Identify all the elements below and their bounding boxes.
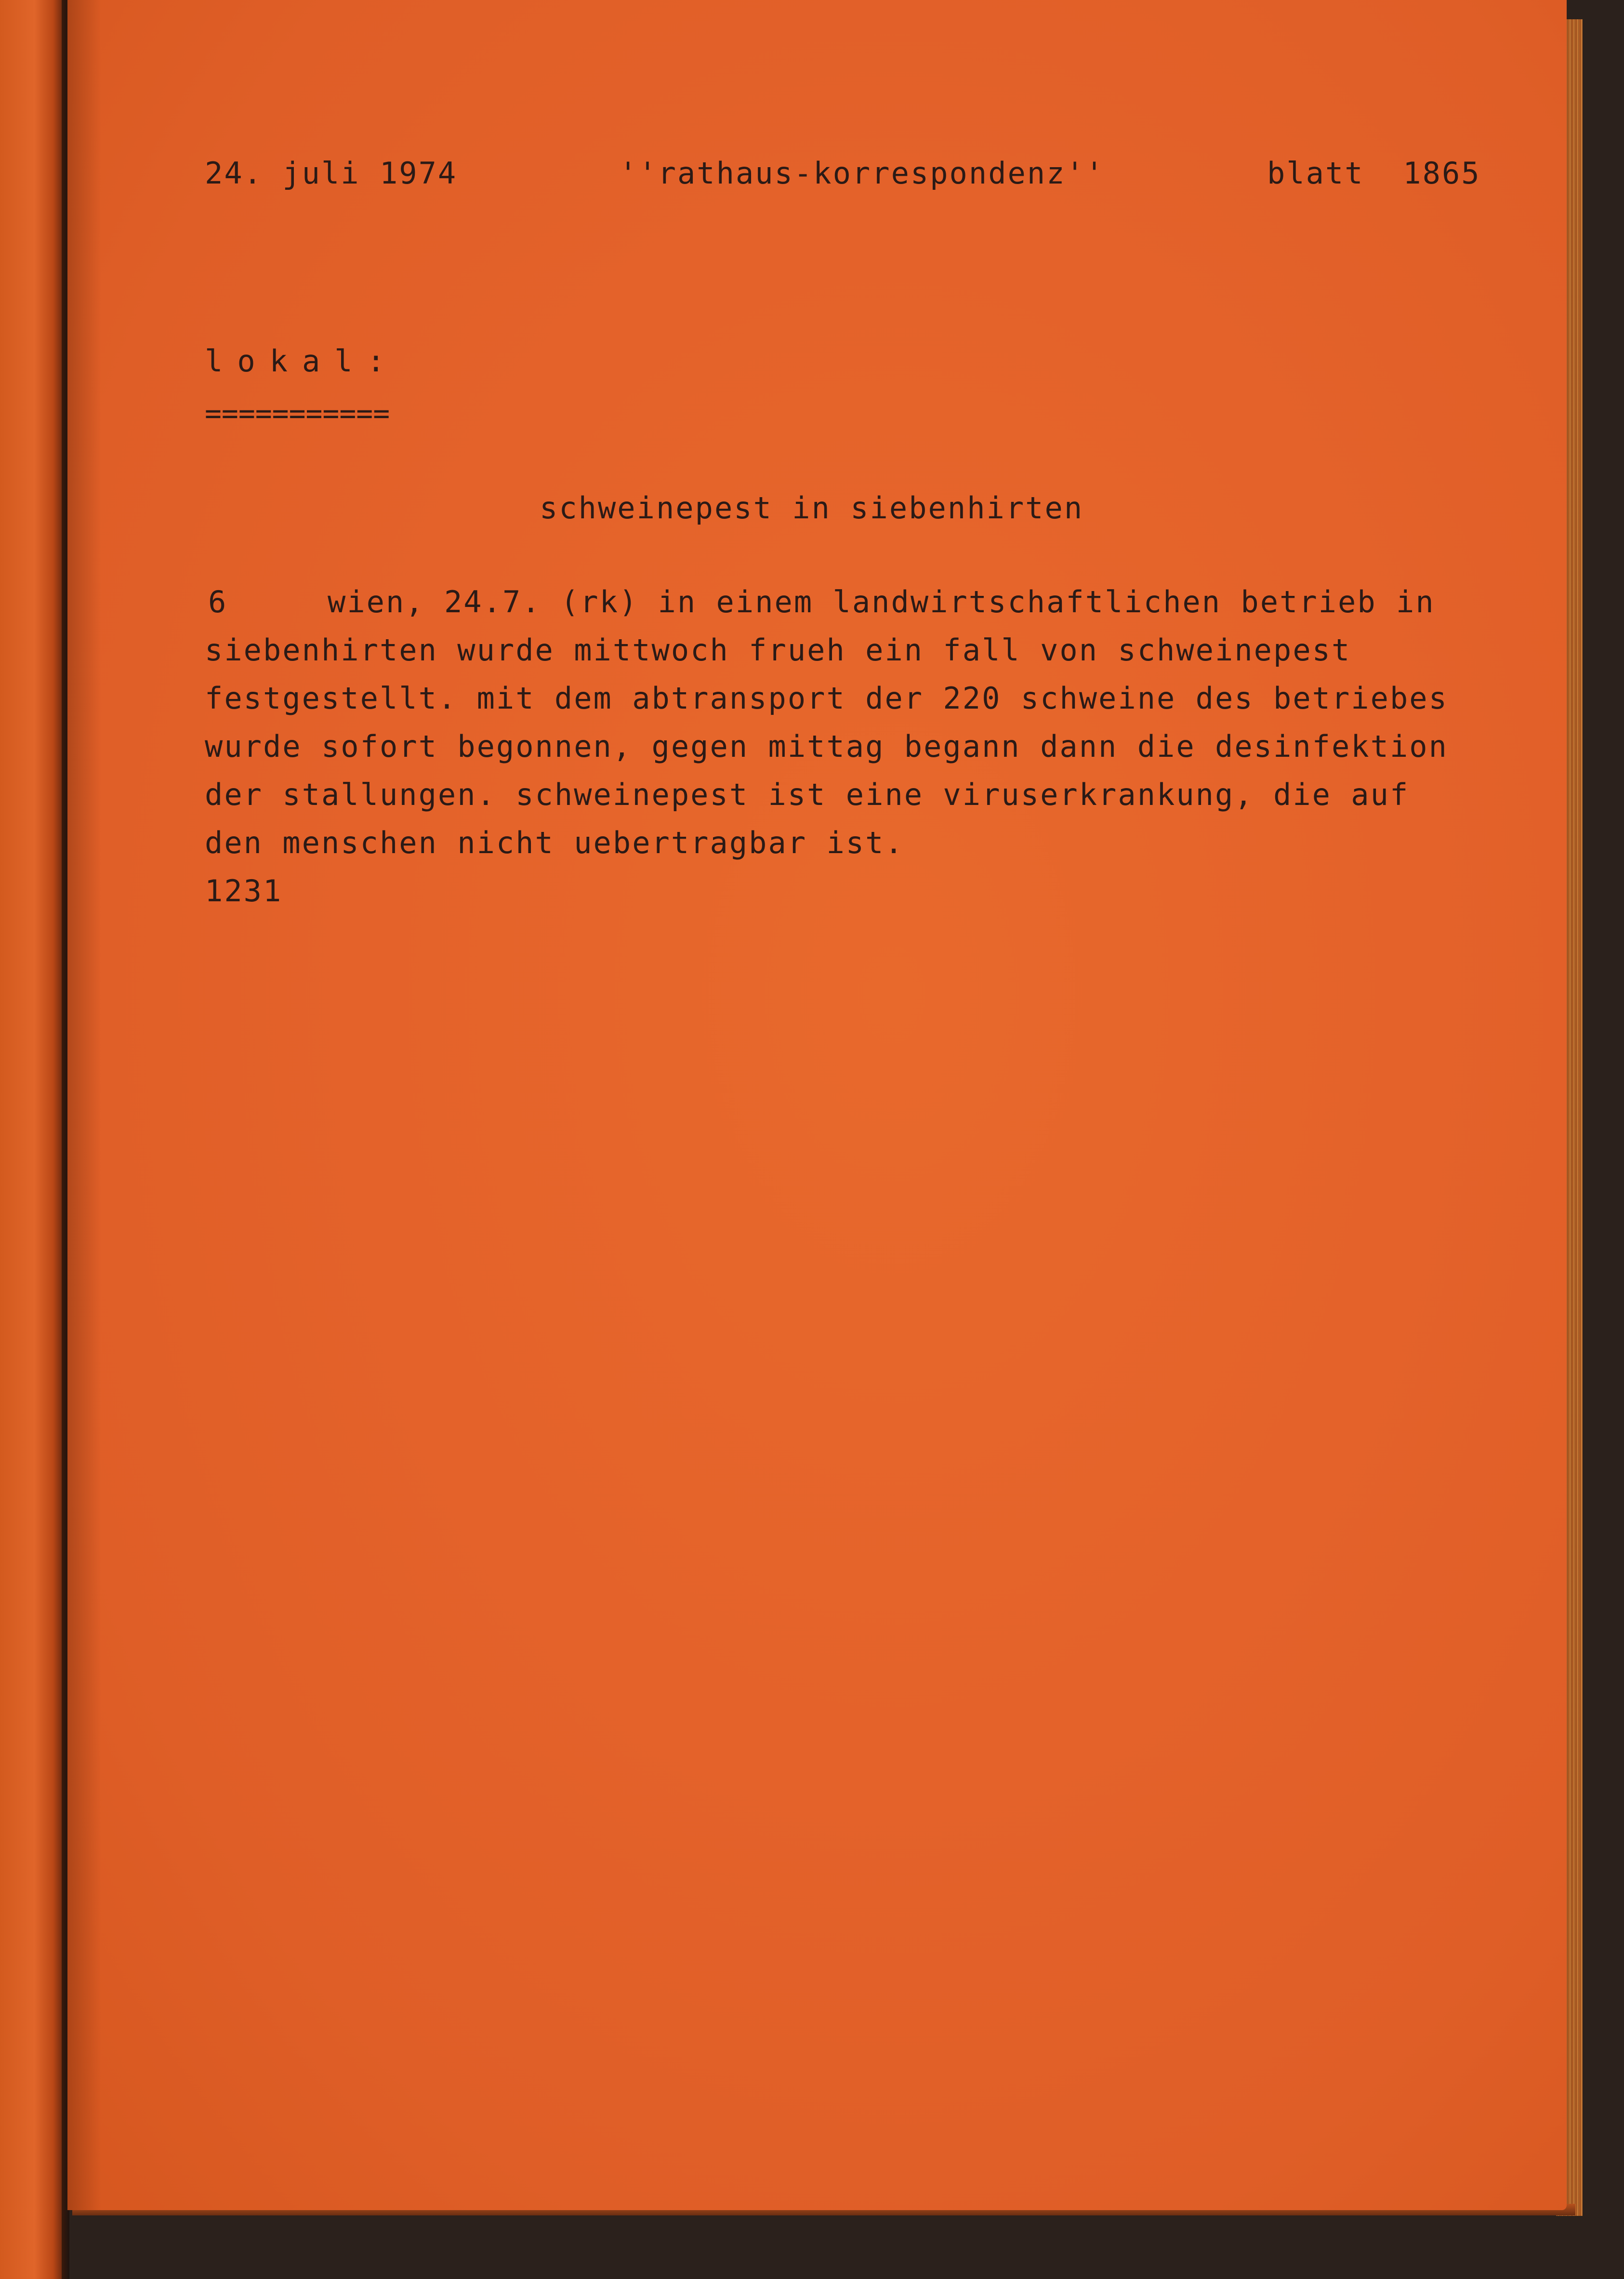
article-title: schweinepest in siebenhirten [540,490,1084,526]
article-number: 6 [208,584,228,619]
article-line: der stallungen. schweinepest ist eine viruserkrankung, die auf [205,777,1410,812]
header-sheet-number: blatt 1865 [1267,156,1481,191]
header-date: 24. juli 1974 [205,156,458,191]
document-page [67,0,1567,2210]
page-shadow [67,0,101,2210]
article-line: wien, 24.7. (rk) in einem landwirtschaftlichen betrieb in [328,584,1435,619]
left-page-edge [0,0,63,2279]
article-line: wurde sofort begonnen, gegen mittag begann dann die desinfektion [205,729,1448,764]
section-underline: =========== [205,397,390,430]
article-line: siebenhirten wurde mittwoch frueh ein fall von schweinepest [205,632,1351,668]
header-publication: ''rathaus-korrespondenz'' [619,156,1105,191]
article-line: festgestellt. mit dem abtransport der 220 schweine des betriebes [205,681,1448,716]
article-time-code: 1231 [205,873,283,909]
section-label: lokal: [205,343,399,379]
article-line: den menschen nicht uebertragbar ist. [205,825,904,860]
